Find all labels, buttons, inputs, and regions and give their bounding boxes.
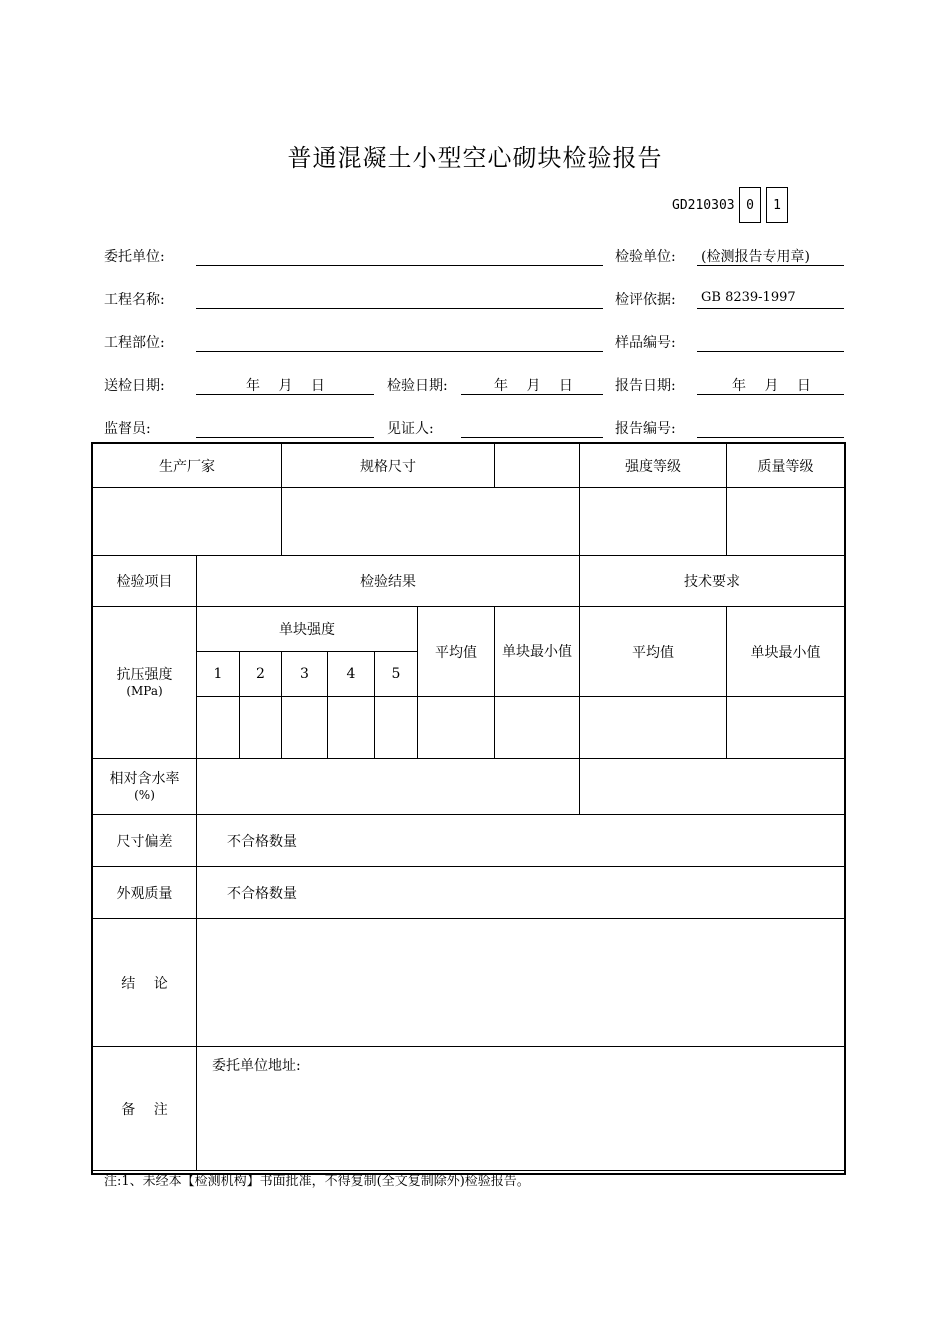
client-label: 委托单位: [104,249,165,265]
inspection-unit-label: 检验单位: [615,249,676,265]
result-header: 检验结果 [197,556,580,607]
moisture-result-cell[interactable] [197,759,580,815]
single-strength-header: 单块强度 [197,607,418,652]
report-date-label: 报告日期: [615,378,676,394]
project-name-field[interactable] [196,308,603,309]
report-no-label: 报告编号: [615,421,676,437]
sample-3-cell[interactable] [282,697,328,759]
percent-unit: (%) [134,787,155,802]
project-name-label: 工程名称: [104,292,165,308]
code-box-1: 0 [739,187,761,223]
sample-no-field[interactable] [697,351,844,352]
moisture-requirement-cell[interactable] [580,759,845,815]
requirement-header: 技术要求 [580,556,845,607]
single-min-cell[interactable] [495,697,580,759]
req-avg-cell[interactable] [580,697,727,759]
dimension-dev-cell[interactable]: 不合格数量 [197,815,845,867]
basis-label: 检评依据: [615,292,676,308]
report-table [92,443,845,1171]
quality-grade-cell[interactable] [727,488,845,556]
footnote: 注:1、未经本【检测机构】书面批准，不得复制(全文复制除外)检验报告。 [104,1174,530,1189]
project-part-field[interactable] [196,351,603,352]
remark-label: 备 注 [93,1047,197,1171]
sample-5-header: 5 [375,652,418,697]
report-no-field[interactable] [697,437,844,438]
sample-no-label: 样品编号: [615,335,676,351]
basis-field[interactable] [697,308,844,309]
report-date-field[interactable] [697,394,844,395]
witness-label: 见证人: [387,421,434,437]
dimension-dev-label: 尺寸偏差 [93,815,197,867]
inspect-date-field[interactable] [461,394,603,395]
sample-4-header: 4 [328,652,375,697]
mpa-unit: (MPa) [126,683,163,698]
supervisor-label: 监督员: [104,421,151,437]
submit-date-value: 年 月 日 [246,378,325,394]
sample-2-cell[interactable] [240,697,282,759]
conclusion-cell[interactable] [197,919,845,1047]
remark-cell[interactable]: 委托单位地址: [197,1047,845,1171]
spec-header-tail [495,444,580,488]
inspect-date-value: 年 月 日 [494,378,573,394]
basis-value: GB 8239-1997 [701,290,796,305]
moisture-text: 相对含水率 [109,770,180,787]
sample-3-header: 3 [282,652,328,697]
compressive-strength-text: 抗压强度 [116,666,173,683]
sample-2-header: 2 [240,652,282,697]
appearance-cell[interactable]: 不合格数量 [197,867,845,919]
spec-cell[interactable] [282,488,580,556]
sample-4-cell[interactable] [328,697,375,759]
inspection-unit-value: (检测报告专用章) [701,249,810,265]
req-avg-header: 平均值 [580,607,727,697]
strength-grade-cell[interactable] [580,488,727,556]
sample-1-header: 1 [197,652,240,697]
manufacturer-cell[interactable] [93,488,282,556]
form-code: GD210303 [672,198,735,213]
compressive-strength-label [93,607,197,759]
client-field[interactable] [196,265,603,266]
inspection-unit-field[interactable] [697,265,844,266]
conclusion-label: 结 论 [93,919,197,1047]
project-part-label: 工程部位: [104,335,165,351]
inspect-date-label: 检验日期: [387,378,448,394]
witness-field[interactable] [461,437,603,438]
strength-grade-header: 强度等级 [580,444,727,488]
page-title: 普通混凝土小型空心砌块检验报告 [287,144,663,172]
manufacturer-header: 生产厂家 [93,444,282,488]
submit-date-field[interactable] [196,394,374,395]
submit-date-label: 送检日期: [104,378,165,394]
quality-grade-header: 质量等级 [727,444,845,488]
appearance-label: 外观质量 [93,867,197,919]
req-single-min-header: 单块最小值 [727,607,845,697]
moisture-label [93,759,197,815]
avg-cell[interactable] [418,697,495,759]
spec-header: 规格尺寸 [282,444,495,488]
avg-header: 平均值 [418,607,495,697]
sample-1-cell[interactable] [197,697,240,759]
supervisor-field[interactable] [196,437,374,438]
report-date-value: 年 月 日 [732,378,811,394]
single-min-header: 单块最小值 [495,607,580,697]
code-box-2: 1 [766,187,788,223]
sample-5-cell[interactable] [375,697,418,759]
req-single-min-cell[interactable] [727,697,845,759]
item-header: 检验项目 [93,556,197,607]
